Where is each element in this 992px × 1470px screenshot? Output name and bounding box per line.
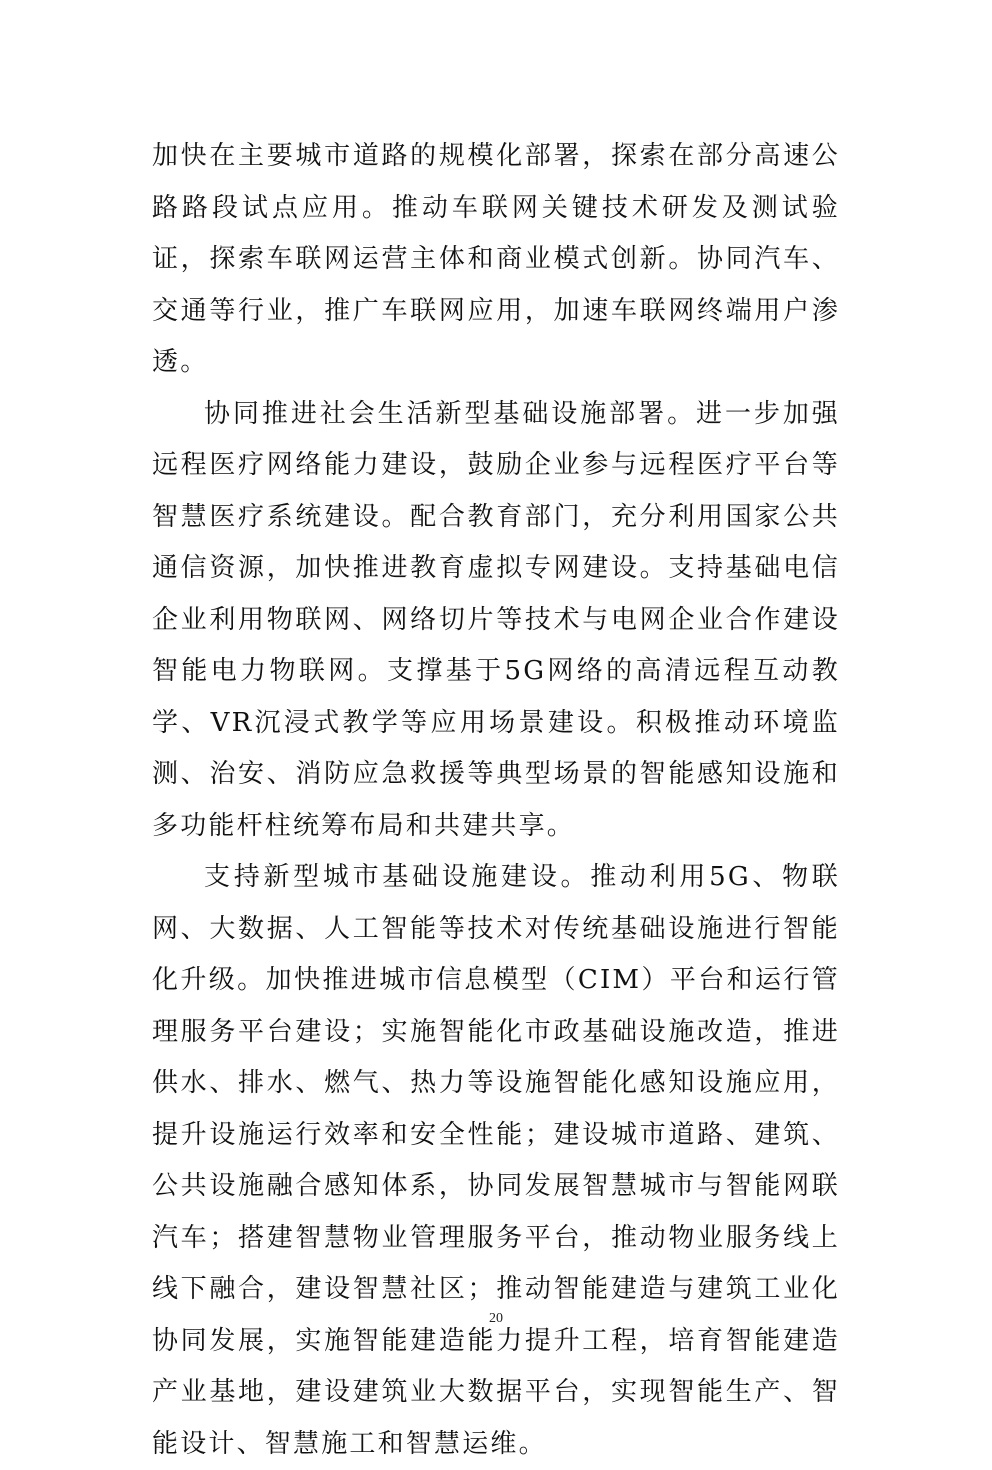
body-text — [152, 131, 840, 1470]
paragraph-lead: 协同推进社会生活新型基础设施部署。 — [204, 398, 697, 429]
paragraph-continuation — [152, 131, 840, 389]
paragraph-text: 进一步加强远程医疗网络能力建设，鼓励企业参与远程医疗平台等智慧医疗系统建设。配合教育部门，充分利用国家公共通信资源，加快推进教育虚拟专网建设。支持基础电信企业利用物联网、网络切片等技术与电网企业合作建设智能电力物联网。支撑基于5G网络的高清远程互动教学、VR沉浸式教学等应用场景建设。积极推动环境监测、治安、消防应急救援等典型场景的智能感知设施和多功能杆柱统筹布局和共建共享。 — [152, 398, 840, 841]
paragraph-urban-infrastructure — [152, 852, 840, 1470]
paragraph-social-infrastructure — [152, 389, 840, 853]
paragraph-text: 加快在主要城市道路的规模化部署，探索在部分高速公路路段试点应用。推动车联网关键技术研发及测试验证，探索车联网运营主体和商业模式创新。协同汽车、交通等行业，推广车联网应用，加速车联网终端用户渗透。 — [152, 141, 840, 377]
paragraph-text: 推动利用5G、物联网、大数据、人工智能等技术对传统基础设施进行智能化升级。加快推进城市信息模型（CIM）平台和运行管理服务平台建设；实施智能化市政基础设施改造，推进供水、排水、燃气、热力等设施智能化感知设施应用，提升设施运行效率和安全性能；建设城市道路、建筑、公共设施融合感知体系，协同发展智慧城市与智能网联汽车；搭建智慧物业管理服务平台，推动物业服务线上线下融合，建设智慧社区；推动智能建造与建筑工业化协同发展，实施智能建造能力提升工程，培育智能建造产业基地，建设建筑业大数据平台，实现智能生产、智能设计、智慧施工和智慧运维。 — [152, 862, 840, 1459]
page-number: 20 — [489, 1311, 503, 1326]
paragraph-lead: 支持新型城市基础设施建设。 — [204, 862, 591, 892]
